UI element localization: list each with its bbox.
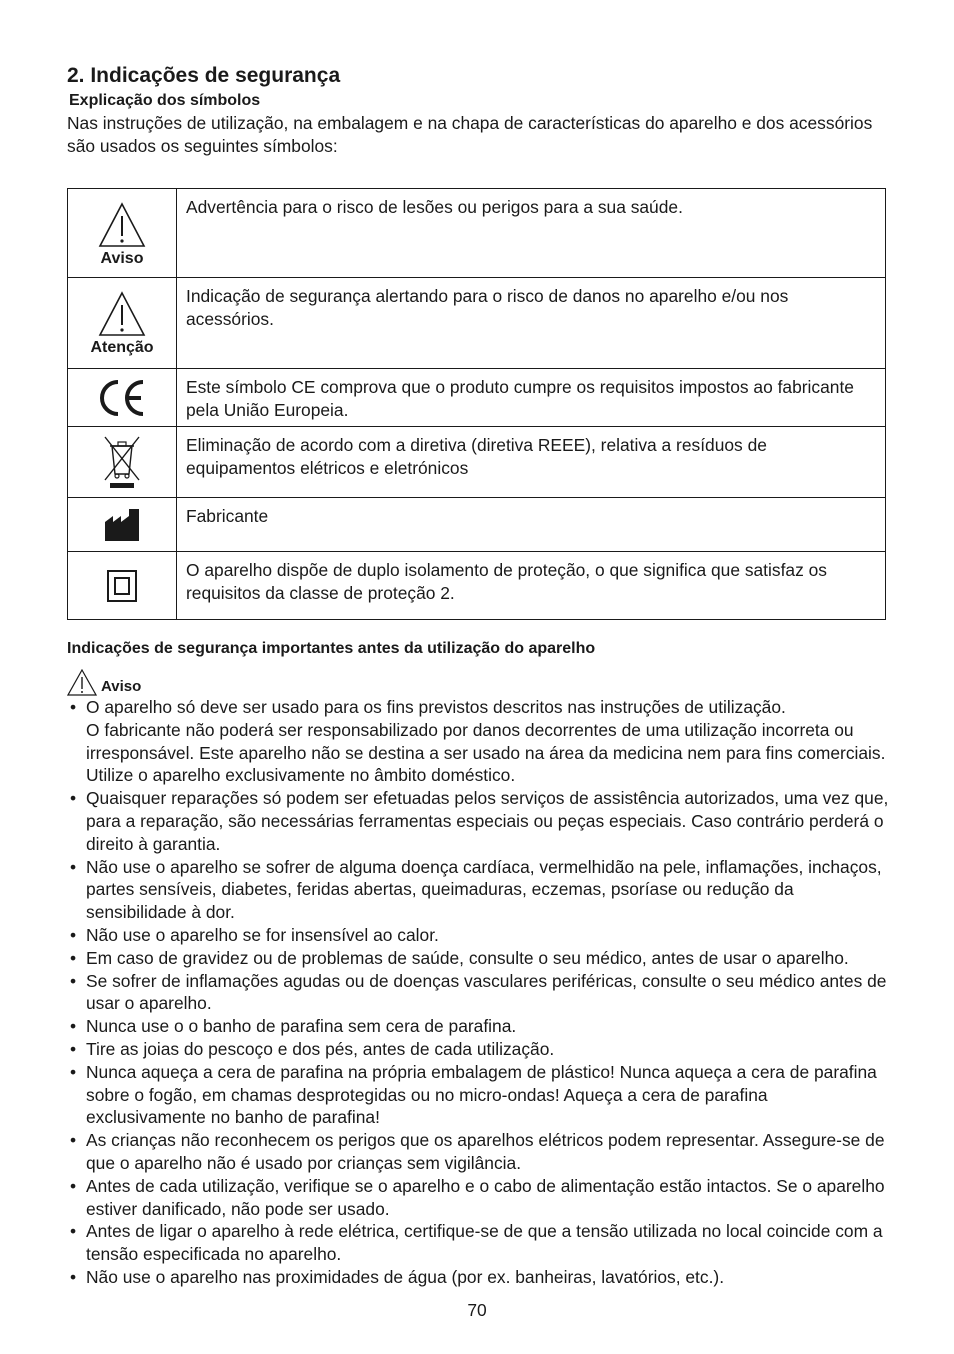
symbol-description: O aparelho dispõe de duplo isolamento de proteção, o que significa que satisfaz os requisitos da classe de proteção 2. — [177, 552, 886, 620]
warning-triangle-icon — [67, 669, 97, 696]
symbol-icon-cell — [68, 498, 177, 552]
symbols-subheading: Explicação dos símbolos — [69, 92, 261, 109]
symbol-description: Fabricante — [177, 498, 886, 552]
manufacturer-factory-icon — [104, 508, 140, 542]
warning-triangle-icon — [98, 201, 146, 249]
symbols-table — [67, 188, 886, 620]
list-item: • Tire as joias do pescoço e dos pés, antes de cada utilização. — [67, 1038, 889, 1061]
list-item: • Se sofrer de inflamações agudas ou de doenças vasculares periféricas, consulte o seu médico antes de usar o aparelho. — [67, 970, 889, 1016]
warning-triangle-icon — [98, 290, 146, 338]
list-item: • Antes de ligar o aparelho à rede elétrica, certifique-se de que a tensão utilizada no local coincide com a tensão especificada no aparelho. — [67, 1220, 889, 1266]
list-item: • Não use o aparelho se for insensível ao calor. — [67, 924, 889, 947]
list-item: • Nunca aqueça a cera de parafina na própria embalagem de plástico! Nunca aqueça a cera de parafina sobre o fogão, em chamas desprotegidas ou no micro-ondas! Aqueça a cera de parafina exclusivamente no banho de parafina! — [67, 1061, 889, 1129]
symbol-row — [68, 427, 886, 498]
list-item: • Em caso de gravidez ou de problemas de saúde, consulte o seu médico, antes de usar o aparelho. — [67, 947, 889, 970]
symbol-icon-cell — [68, 278, 177, 369]
list-item: • O aparelho só deve ser usado para os fins previstos descritos nas instruções de utilização. O fabricante não poderá ser responsabilizado por danos decorrentes de uma utilização incorreta ou irresponsável. Este aparelho não se destina a ser usado na área da medicina nem para fins comerciais. Utilize o aparelho exclusivamente no âmbito doméstico. — [67, 696, 889, 787]
symbol-row — [68, 189, 886, 278]
page — [67, 62, 889, 1287]
symbol-icon-cell — [68, 552, 177, 620]
crossed-bin-icon — [102, 434, 142, 490]
safety-section-title: Indicações de segurança importantes antes da utilização do aparelho — [67, 640, 596, 657]
list-item: • Não use o aparelho se sofrer de alguma doença cardíaca, vermelhidão na pele, inflamações, inchaços, partes sensíveis, diabetes, feridas abertas, queimaduras, eczemas, psoríase ou redução da sensibilidade à dor. — [67, 856, 889, 924]
warning-label: Aviso — [101, 678, 142, 695]
symbol-label: Aviso — [100, 250, 144, 267]
symbol-description: Indicação de segurança alertando para o risco de danos no aparelho e/ou nos acessórios. — [177, 278, 886, 369]
symbol-icon-cell — [68, 427, 177, 498]
symbol-icon-cell — [68, 189, 177, 278]
list-item: • Nunca use o o banho de parafina sem cera de parafina. — [67, 1015, 889, 1038]
symbols-intro: Nas instruções de utilização, na embalagem e na chapa de características do aparelho e dos acessórios são usados os seguintes símbolos: — [67, 113, 873, 156]
symbol-row — [68, 552, 886, 620]
symbol-icon-cell — [68, 369, 177, 427]
warning-heading — [67, 668, 141, 696]
page-number: 70 — [467, 1300, 487, 1320]
symbol-description: Eliminação de acordo com a diretiva (diretiva REEE), relativa a resíduos de equipamentos elétricos e eletrónicos — [177, 427, 886, 498]
symbol-description: Este símbolo CE comprova que o produto cumpre os requisitos impostos ao fabricante pela União Europeia. — [177, 369, 886, 427]
symbol-row — [68, 278, 886, 369]
symbol-row — [68, 369, 886, 427]
list-item: • Não use o aparelho nas proximidades de água (por ex. banheiras, lavatórios, etc.). — [67, 1266, 889, 1289]
list-item: • Quaisquer reparações só podem ser efetuadas pelos serviços de assistência autorizados, uma vez que, para a reparação, são necessárias ferramentas especiais ou peças especiais. Caso contrário perderá o direito à garantia. — [67, 787, 889, 855]
symbol-description: Advertência para o risco de lesões ou perigos para a sua saúde. — [177, 189, 886, 278]
safety-bullet-list — [67, 696, 889, 1289]
symbol-label: Atenção — [90, 339, 154, 356]
ce-mark-icon — [97, 379, 147, 417]
page-title: 2. Indicações de segurança — [67, 64, 341, 87]
double-insulation-icon — [107, 570, 137, 602]
list-item: • Antes de cada utilização, verifique se o aparelho e o cabo de alimentação estão intactos. Se o aparelho estiver danificado, não pode ser usado. — [67, 1175, 889, 1221]
symbol-row — [68, 498, 886, 552]
list-item: • As crianças não reconhecem os perigos que os aparelhos elétricos podem representar. Assegure-se de que o aparelho não é usado por crianças sem vigilância. — [67, 1129, 889, 1175]
